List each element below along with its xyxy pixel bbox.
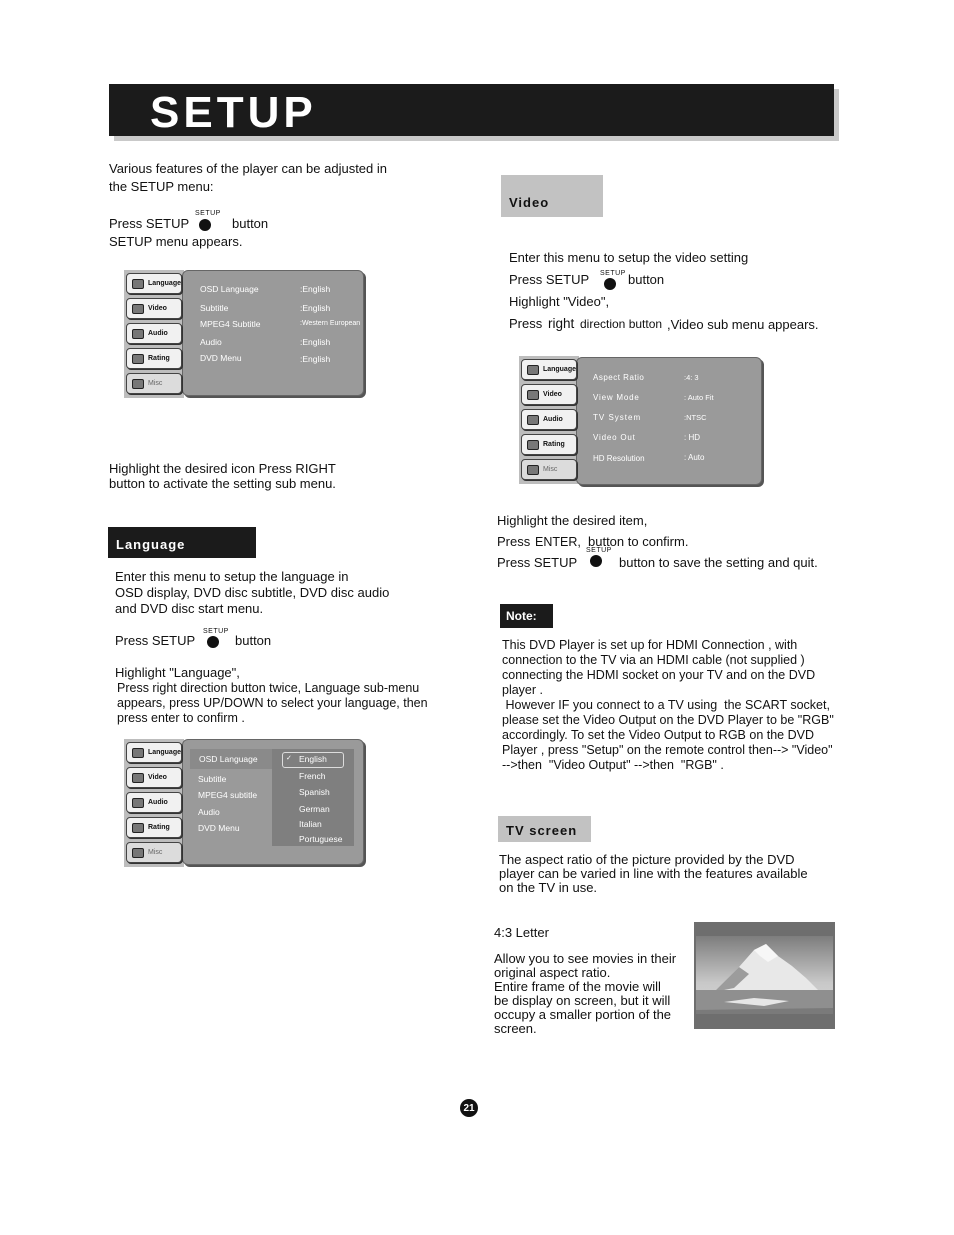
- menu2-option: German: [299, 804, 330, 814]
- menu1-row-label: Audio: [200, 337, 222, 347]
- lang-para-3: and DVD disc start menu.: [115, 601, 264, 616]
- note-line: This DVD Player is set up for HDMI Connection , with: [502, 638, 798, 652]
- setup-small-label: SETUP: [600, 270, 626, 277]
- menu2-option: English: [299, 754, 327, 764]
- menu2-option: French: [299, 771, 326, 781]
- menu-icon-video: Video: [521, 384, 577, 405]
- menu-icon-video: Video: [126, 767, 182, 788]
- setup-small-label: SETUP: [195, 210, 221, 217]
- note-line: connecting the HDMI socket on your TV and on the DVD: [502, 668, 816, 682]
- menu1-row-value: :English: [300, 303, 331, 313]
- video-button-word: button: [628, 272, 665, 287]
- menu3-row-value: : HD: [684, 433, 700, 442]
- menu-icon-rating: Rating: [521, 434, 577, 455]
- after-line-1: Highlight the desired item,: [497, 513, 648, 528]
- menu-icon-misc: Misc: [126, 373, 182, 394]
- lang-body-2: appears, press UP/DOWN to select your language, then: [117, 696, 428, 710]
- letter-line: occupy a smaller portion of the: [494, 1007, 672, 1022]
- menu2-row-label: MPEG4 subtitle: [198, 790, 258, 800]
- note-line: Player , press "Setup" on the remote control then--> "Video": [502, 743, 833, 757]
- menu-icon-rating: Rating: [126, 817, 182, 838]
- after-enter: ENTER,: [535, 535, 581, 549]
- highlight-line-1: Highlight the desired icon Press RIGHT: [109, 461, 336, 476]
- lang-body-3: press enter to confirm .: [117, 711, 245, 725]
- setup-small-label: SETUP: [586, 547, 612, 554]
- note-line: -->then "Video Output" -->then "RGB" .: [502, 758, 724, 772]
- menu3-row-value: :4: 3: [684, 373, 699, 382]
- note-line: accordingly. To set the Video Output to RGB on the DVD: [502, 728, 814, 742]
- setup-menu-screenshot: [124, 270, 366, 398]
- note-line: However IF you connect to a TV using the SCART socket,: [502, 698, 830, 712]
- letter-line: original aspect ratio.: [494, 965, 611, 980]
- after-save-quit: button to save the setting and quit.: [619, 555, 818, 570]
- menu-icon-misc: Misc: [126, 842, 182, 863]
- menu3-row-label: Aspect Ratio: [593, 373, 645, 382]
- video-para-1: Enter this menu to setup the video setting: [509, 250, 749, 265]
- menu1-row-label: DVD Menu: [200, 353, 242, 363]
- video-sub-menu-appears: ,Video sub menu appears.: [667, 317, 819, 332]
- letter-line: Allow you to see movies in their: [494, 951, 677, 966]
- menu2-row-label: DVD Menu: [198, 823, 240, 833]
- setup-small-label: SETUP: [203, 628, 229, 635]
- tv-line: The aspect ratio of the picture provided by the DVD: [499, 852, 795, 867]
- menu2-option: Spanish: [299, 787, 330, 797]
- menu3-row-value: : Auto Fit: [684, 393, 714, 402]
- letterbox-illustration: [694, 922, 835, 1029]
- menu1-row-label: Subtitle: [200, 303, 229, 313]
- menu3-row-value: : Auto: [684, 453, 705, 462]
- menu2-row-label: Audio: [198, 807, 220, 817]
- letter-line: be display on screen, but it will: [494, 993, 671, 1008]
- note-line: player .: [502, 683, 543, 697]
- menu1-row-value: :English: [300, 284, 331, 294]
- after-press: Press: [497, 534, 531, 549]
- menu-appears-text: SETUP menu appears.: [109, 234, 243, 249]
- lang-press-setup: Press SETUP: [115, 633, 196, 648]
- menu-icon-misc: Misc: [521, 459, 577, 480]
- menu3-row-label: HD Resolution: [593, 454, 645, 463]
- tv-line: on the TV in use.: [499, 880, 598, 895]
- menu3-row-value: :NTSC: [684, 413, 707, 422]
- language-menu-screenshot: [124, 739, 366, 867]
- lang-para-1: Enter this menu to setup the language in: [115, 569, 349, 584]
- lang-body-1: Press right direction button twice, Language sub-menu: [117, 681, 420, 695]
- press-setup-text: Press SETUP: [109, 216, 190, 231]
- note-label: Note:: [500, 604, 553, 628]
- after-press-setup: Press SETUP: [497, 555, 578, 570]
- letter-line: screen.: [494, 1021, 537, 1036]
- video-press-setup: Press SETUP: [509, 272, 590, 287]
- menu-icon-video: Video: [126, 298, 182, 319]
- setup-button-icon: [590, 555, 602, 567]
- language-section-header: Language: [108, 527, 256, 558]
- menu2-option: Italian: [299, 819, 322, 829]
- menu1-row-value: :English: [300, 354, 331, 364]
- tv-line: player can be varied in line with the features available: [499, 866, 808, 881]
- menu1-row-value: :Western European: [300, 320, 361, 327]
- letter-title: 4:3 Letter: [494, 925, 549, 940]
- menu-icon-language: Language: [126, 273, 182, 294]
- menu-icon-audio: Audio: [521, 409, 577, 430]
- page-number: 21: [460, 1099, 478, 1117]
- video-highlight: Highlight "Video",: [509, 294, 610, 309]
- button-word: button: [232, 216, 269, 231]
- setup-button-icon: [207, 636, 219, 648]
- lang-highlight: Highlight "Language",: [115, 665, 240, 680]
- menu1-row-label: OSD Language: [200, 284, 259, 294]
- menu3-row-label: View Mode: [593, 393, 640, 402]
- menu-icon-language: Language: [126, 742, 182, 763]
- intro-line-1: Various features of the player can be adjusted in: [109, 161, 387, 176]
- lang-button-word: button: [235, 633, 272, 648]
- menu1-row-label: MPEG4 Subtitle: [200, 319, 261, 329]
- video-section-header: Video: [501, 175, 603, 217]
- letter-line: Entire frame of the movie will: [494, 979, 661, 994]
- menu1-row-value: :English: [300, 337, 331, 347]
- video-menu-screenshot: [519, 356, 764, 484]
- video-direction-button: direction button: [580, 317, 663, 331]
- intro-line-2: the SETUP menu:: [109, 179, 214, 194]
- menu-icon-audio: Audio: [126, 792, 182, 813]
- menu-icon-language: Language: [521, 359, 577, 380]
- lang-para-2: OSD display, DVD disc subtitle, DVD disc audio: [115, 585, 390, 600]
- page-title: SETUP: [150, 88, 317, 137]
- setup-button-icon: [604, 278, 616, 290]
- tv-screen-section-header: TV screen: [498, 816, 591, 842]
- video-right-word: right: [548, 316, 575, 331]
- menu3-row-label: Video Out: [593, 433, 636, 442]
- menu2-row-label: Subtitle: [198, 774, 227, 784]
- menu2-option: Portuguese: [299, 834, 343, 844]
- video-right-press: Press: [509, 316, 543, 331]
- menu-icon-audio: Audio: [126, 323, 182, 344]
- setup-button-icon: [199, 219, 211, 231]
- note-line: please set the Video Output on the DVD Player to be "RGB": [502, 713, 834, 727]
- menu-icon-rating: Rating: [126, 348, 182, 369]
- menu2-row-label: OSD Language: [199, 754, 258, 764]
- menu3-row-label: TV System: [593, 413, 642, 422]
- highlight-line-2: button to activate the setting sub menu.: [109, 476, 336, 491]
- after-confirm: button to confirm.: [588, 534, 689, 549]
- note-line: connection to the TV via an HDMI cable (not supplied ): [502, 653, 805, 667]
- check-icon: ✓: [286, 755, 292, 762]
